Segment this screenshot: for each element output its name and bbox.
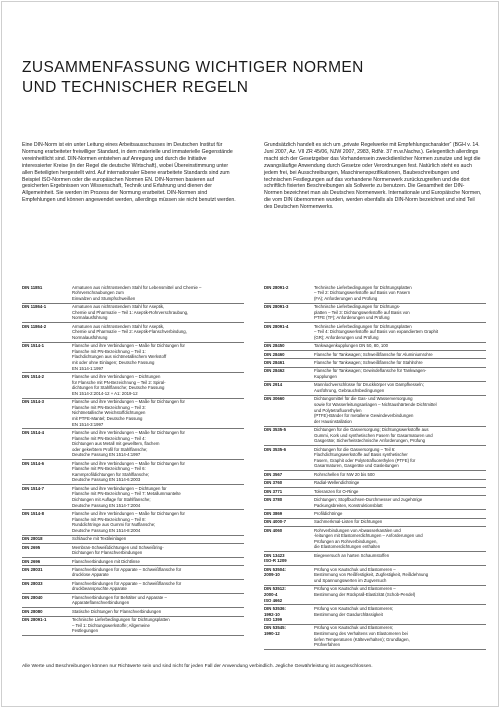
norm-description: Rohrschellen für NW 20 bis 500 [314,471,486,479]
norm-description: Dichtungen für die Gasversorgung – Teil 6: Flachdichtungswerkstoffe auf Basis synthetischer Fasern, Graphit oder Polytetrafluorethylen (PTFE) für Gasarmaturen, Gasgeräte und Gasleitungen [314,446,486,471]
norm-code: DIN 1514-3 [22,398,72,429]
norm-description: Tankwagenkupplungen DN 50, 80, 100 [314,342,486,350]
norm-description: Flansche und ihre Verbindungen – Maße für Dichtungen für Flansche mit PN-Bezeichnung – Teil 3: Nichtmetallische Weichstoffdichtungen mit PTFE-Mantel; Deutsche Fassung EN 1514-3:1997 [72,398,244,429]
intro-paragraph-right: Grundsätzlich handelt es sich um „private Regelwerke mit Empfehlungscharakter“ (BGH v. 14. Juni 2007, Az. VII ZR 45/06, NJW 2007, 2983, RdNr. 37 m.w.Nachw.). Gelegentlich allerdings macht sich der Gesetzgeber das Vorhandensein zweckdienlicher Normen zunutze und legt die zwangsläufige Anwendung durch Gesetze oder Verordnungen fest. Natürlich steht es auch jedem frei, bei Ausschreibungen, Maschinenspezifikationen, Baubeschreibungen und technischen Festlegungen auf das vorhandene Normenwerk zurückzugreifen und die dort schriftlich fixierten Beschreibungen als Sollwerte zu benutzen. Die Gesamtheit der DIN-Normen bezeichnet man als Deutsches Normenwerk. Internationale und Europäische Normen, die vom DIN übernommen wurden, werden ebenfalls als DIN-Norm bezeichnet und sind Teil des Deutschen Normenwerks. [264,142,482,211]
norm-row [264,624,486,649]
norm-description: Membran-Schweißdichtungen und Schweißring- Dichtungen für Flanschverbindungen [72,543,244,557]
norm-description: Flansche für Tankwagen; Schweißflansche für Aluminiumrohre [314,351,486,359]
norm-code: DIN 53504: 2009-10 [264,566,314,586]
norm-row [264,585,486,605]
norm-row [264,566,486,586]
norm-row [264,479,486,487]
norm-row [22,303,244,323]
norm-code: DIN 4060 [264,527,314,552]
norm-row [264,381,486,395]
norm-row [22,594,244,608]
norm-description: Technische Lieferbedingungen für Dichtungsplatten – Teil 2: Dichtungswerkstoffe auf Basis von Fasern (FA); Anforderungen und Prüfung [314,284,486,303]
norm-row [22,616,244,636]
norm-description: Dichtungen; Stopfbuchsen-Durchmesser und zugehörige Packungsbreiten, Konstruktionsblatt [314,496,486,510]
norm-code: DIN 2914 [264,381,314,395]
norm-row [264,471,486,479]
norm-code: DIN 1514-1 [22,342,72,373]
norm-code: DIN 28460 [264,351,314,359]
norm-description: Technische Lieferbedingungen für Dichtungsplatten – Teil 4: Dichtungswerkstoffe auf Basis von expandiertem Graphit (GR); Anforderungen und Prüfung [314,323,486,343]
norm-row [22,398,244,429]
norm-description: Flanschverbindungen für Apparate – Schweißflansche für druckbeanspruchte Apparate [72,580,244,594]
norm-description: Statische Dichtungen für Flanschverbindungen [72,608,244,616]
norm-code: DIN 11864-2 [22,323,72,343]
norm-row [22,284,244,303]
norm-code: DIN 2696 [22,557,72,565]
norm-row [264,351,486,359]
norm-description: Flanschverbindungen für Apparate – Schweißflansche für drucklose Apparate [72,566,244,580]
page-title-line-1: ZUSAMMENFASSUNG WICHTIGER NORMEN [22,59,364,76]
norm-row [264,342,486,350]
norm-code: DIN 1514-7 [22,485,72,510]
norm-description: Flansche für Tankwagen; Schweißflansche für Stahlrohre [314,359,486,367]
norm-code: DIN 28033 [22,580,72,594]
norm-code: DIN 11864-1 [22,303,72,323]
norm-code: DIN 3760 [264,479,314,487]
norm-description: Flansche und ihre Verbindungen – Maße für Dichtungen für Flansche mit PN-Bezeichnung – Teil 6: Kammprofildichtungen für Stahlflansche; Deutsche Fassung EN 1514-6:2003 [72,460,244,485]
norm-row [264,446,486,471]
norm-description: Technische Lieferbedingungen für Dichtungsplatten – Teil 1: Dichtungswerkstoffe; Allgemeine Festlegungen [72,616,244,636]
norms-table-right [264,284,486,650]
norm-description: Schläuche mit Textileinlagen [72,535,244,543]
norm-code: DIN 53545: 1990-12 [264,624,314,649]
norm-row [264,367,486,381]
intro-right-column [264,142,482,211]
norm-description: Profildichtringe [314,510,486,518]
norm-row [22,485,244,510]
norm-description: Flansche und ihre Verbindungen – Dichtungen für Flansche mit PN-Bezeichnung – Teil 7: Metallummantelte Dichtungen mit Auflage für Stahlflansche; Deutsche Fassung EN 1514-7:2004 [72,485,244,510]
norm-code: DIN 3567 [264,471,314,479]
norm-code: DIN 28018 [22,535,72,543]
norm-row [22,373,244,398]
disclaimer-footer: Alle Werte und Beschreibungen können nur Richtwerte sein und sind nicht für jeden Fall der Anwendung verbindlich. Jegliche Gewährleistung ist ausgeschlossen. [22,664,373,669]
norm-row [22,543,244,557]
norm-description: Prüfung von Kautschuk und Elastomeren; Bestimmung der Gasdurchlässigkeit [314,605,486,625]
norm-code: DIN 28040 [22,594,72,608]
norm-row [22,557,244,565]
norm-code: DIN 1514-8 [22,510,72,535]
norm-row [264,487,486,495]
norm-code: DIN 3780 [264,496,314,510]
norm-code: DIN 1514-6 [22,460,72,485]
norm-row [264,426,486,446]
norm-row [22,535,244,543]
norm-code: DIN 13423 ISO-R 1209 [264,552,314,566]
norm-code: DIN 28450 [264,342,314,350]
norm-code: DIN 3771 [264,487,314,495]
norm-code: DIN 28091-3 [264,303,314,323]
norm-row [264,605,486,625]
norm-description: Flanschverbindungen mit Dichtlinse [72,557,244,565]
norm-code: DIN 28461 [264,359,314,367]
norm-code: DIN 3535-5 [264,426,314,446]
norm-code: DIN 53536: 1992-10 ISO 1399 [264,605,314,625]
norm-description: Flansche für Tankwagen; Gewindeflansche für Tankwagen- Kupplungen [314,367,486,381]
norm-description: Flanschverbindungen für Behälter und Apparate – Apparateflanschverbindungen [72,594,244,608]
norm-code: DIN 2695 [22,543,72,557]
norm-description: Dichtungen für die Gasversorgung; Dichtungswerkstoffe aus Gummi, Kork und synthetischen Fasern für Gasarmaturen und Gasgeräte; Sicherheitstechnische Anforderungen, Prüfung [314,426,486,446]
norm-row [22,566,244,580]
norm-description: Toleranzen für O-Ringe [314,487,486,495]
norm-row [264,518,486,526]
norm-description: Flansche und ihre Verbindungen – Maße für Dichtungen für Flansche mit PN-Bezeichnung – Teil 4: Dichtungen aus Metall mit gewelltem, flachem oder gekerbtem Profil für Stahlflansche; Deutsche Fassung EN 1514-4:1997 [72,429,244,460]
norms-table-left [22,284,244,636]
norm-row [264,496,486,510]
norm-description: Armaturen aus nichtrostendem Stahl für Aseptik, Chemie und Pharmazie – Teil 1: Aseptik-Rohrverschraubung, Normalausführung [72,303,244,323]
norm-description: Flansche und ihre Verbindungen – Dichtungen für Flansche mit PN-Bezeichnung – Teil 2: Spiral- dichtungen für Stahlflansche; Deutsche Fassung EN 1514-2:2014-12 + A1: 2019-12 [72,373,244,398]
norm-description: Sachmerkmal-Listen für Dichtungen [314,518,486,526]
norm-description: Armaturen aus nichtrostendem Stahl für Aseptik, Chemie und Pharmazie – Teil 2: Aseptik-Flanschverbindung, Normalausführung [72,323,244,343]
norm-row [264,303,486,323]
norm-description: Flansche und ihre Verbindungen – Maße für Dichtungen für Flansche mit PN-Bezeichnung – Teil 8: Runddichtringe aus Gummi für Nutflansche; Deutsche Fassung EN 1514-8:2004 [72,510,244,535]
norm-code: DIN 28080 [22,608,72,616]
norm-code: DIN 53512: 2000-4 ISO 4662 [264,585,314,605]
norm-code: DIN 3869 [264,510,314,518]
norm-code: DIN 28091-4 [264,323,314,343]
norm-code: DIN 28091-1 [22,616,72,636]
norm-row [22,580,244,594]
intro-paragraph-left: Eine DIN-Norm ist ein unter Leitung eines Arbeitsausschusses im Deutschen Institut für Normung erarbeiteter freiwilliger Standard, in dem materielle und immaterielle Gegenstände vereinheitlicht sind. DIN-Normen entstehen auf Anregung und durch die Initiative interessierter Kreise (in der Regel die deutsche Wirtschaft), wobei Übereinstimmung unter allen Beteiligten hergestellt wird. Auf internationaler Ebene erarbeitete Standards sind zum Beispiel ISO-Normen oder die europäischen Normen EN. DIN-Normen basieren auf gesicherten Ergebnissen von Wissenschaft, Technik und Erfahrung und dienen der Allgemeinheit. Sie werden im Prozess der Normung erarbeitet. DIN-Normen sind Empfehlungen und können angewendet werden, allerdings müssen sie nicht benutzt werden. [22,142,236,204]
norm-row [22,608,244,616]
norm-code: DIN 1514-4 [22,429,72,460]
norm-description: Radial-Wellendichtringe [314,479,486,487]
norm-code: DIN 28091-2 [264,284,314,303]
page-title-line-2: UND TECHNISCHER REGELN [22,79,249,96]
norm-description: Prüfung von Kautschuk und Elastomeren; Bestimmung des Verhaltens von Elastomeren bei tiefen Temperaturen (Kälteverhalten); Grundlagen, Prüfverfahren [314,624,486,649]
norm-description: Biegeversuch an harten Schaumstoffen [314,552,486,566]
norm-row [264,323,486,343]
norm-description: Prüfung von Kautschuk und Elastomeren – Bestimmung der Rückprall-Elastizität (Schob-Pendel) [314,585,486,605]
norm-row [22,323,244,343]
norm-code: DIN 30660 [264,395,314,426]
norm-row [264,510,486,518]
norm-description: Technische Lieferbedingungen für Dichtungs- platten – Teil 3: Dichtungswerkstoffe auf Basis von PTFE (TF); Anforderungen und Prüfung [314,303,486,323]
norm-description: Rohrverbindungen von Abwasserkanälen und -leitungen mit Elastomerdichtungen – Anforderungen und Prüfungen an Rohrverbindungen, die Elastomerdichtungen enthalten [314,527,486,552]
norm-description: Flansche und ihre Verbindungen – Maße für Dichtungen für Flansche mit PN-Bezeichnung – Teil 1: Flachdichtungen aus nichtmetallischem Werkstoff mit oder ohne Einlagen; Deutsche Fassung EN 1514-1:1997 [72,342,244,373]
norm-code: DIN 4000-7 [264,518,314,526]
norm-row [264,284,486,303]
norm-row [22,460,244,485]
norm-code: DIN 28462 [264,367,314,381]
norm-row [22,510,244,535]
norm-code: DIN 1514-2 [22,373,72,398]
norm-description: Dichtungsmittel für die Gas- und Wasserversorgung sowie für Wasserleitungsanlagen – Nichtaushärtende Dichtmittel und Polytetrafluorethylen (PTFE)-Bänder für metallene Gewindeverbindungen der Hausinstallation [314,395,486,426]
norm-description: Armaturen aus nichtrostendem Stahl für Lebensmittel und Chemie – Rohrverschraubungen zum Einwalzen und Stumpfschweißen [72,284,244,303]
norm-code: DIN 3535-6 [264,446,314,471]
norm-row [264,552,486,566]
document-page [1,1,499,707]
norm-row [264,527,486,552]
page-title [22,58,364,98]
norm-description: Mannlochverschlüsse für Druckkörper von Dampfkesseln; Ausführung, Gebrauchsbedingungen [314,381,486,395]
norm-description: Prüfung von Kautschuk und Elastomeren – Bestimmung von Reißfestigkeit, Zugfestigkeit, Reißdehnung und Spannungswerten im Zugversuch [314,566,486,586]
intro-left-column [22,142,237,204]
norm-code: DIN 11851 [22,284,72,303]
norm-row [22,342,244,373]
norm-code: DIN 28031 [22,566,72,580]
norm-row [22,429,244,460]
norm-row [264,359,486,367]
norm-row [264,395,486,426]
